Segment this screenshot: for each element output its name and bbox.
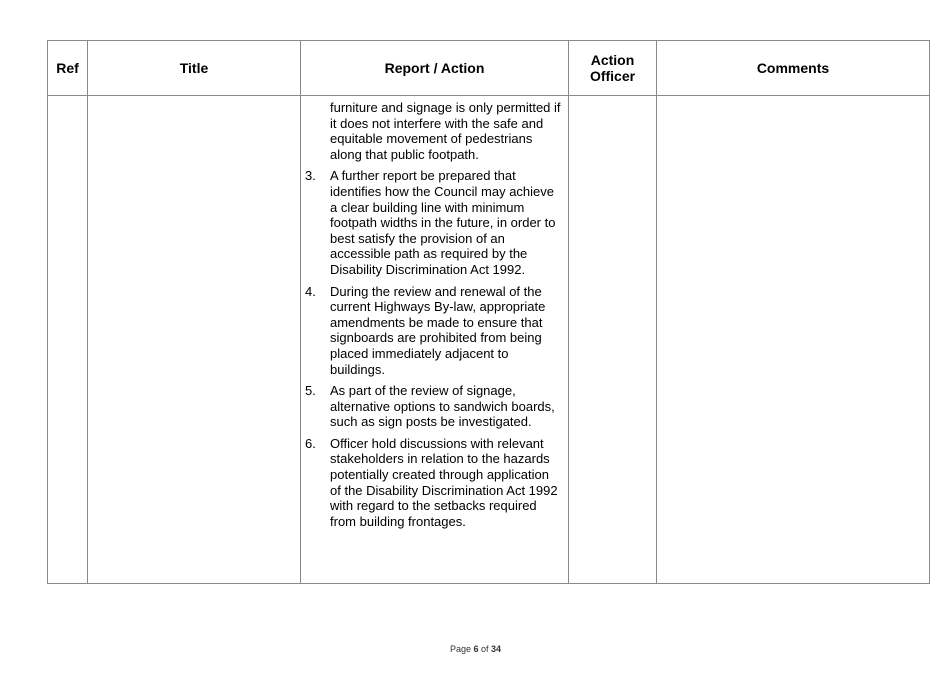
header-title: Title bbox=[88, 41, 301, 96]
page-of-label: of bbox=[478, 644, 492, 654]
action-item bbox=[305, 436, 562, 530]
header-ref: Ref bbox=[48, 41, 88, 96]
action-item bbox=[305, 383, 562, 430]
page-label: Page bbox=[449, 644, 474, 654]
action-text: Officer hold discussions with relevant stakeholders in relation to the hazards potentially created through application of the Disability Discrimination Act 1992 with regard to the setbacks required from building frontages. bbox=[330, 435, 558, 529]
ref-cell bbox=[48, 96, 88, 583]
report-action-cell bbox=[301, 96, 569, 583]
current-page: 6 bbox=[473, 644, 479, 654]
comments-cell bbox=[657, 96, 929, 583]
action-text: As part of the review of signage, alternative options to sandwich boards, such as sign posts be investigated. bbox=[330, 383, 555, 430]
action-item bbox=[305, 284, 562, 378]
header-action-officer: Action Officer bbox=[569, 41, 657, 96]
action-number: 6. bbox=[305, 435, 316, 451]
action-item bbox=[305, 168, 562, 277]
action-number: 4. bbox=[305, 283, 316, 299]
header-comments: Comments bbox=[657, 41, 929, 96]
action-text: A further report be prepared that identifies how the Council may achieve a clear building line with minimum footpath widths in the future, in order to best satisfy the provision of an accessible path as required by the Disability Discrimination Act 1992. bbox=[330, 168, 556, 277]
header-report-action: Report / Action bbox=[301, 41, 569, 96]
total-pages: 34 bbox=[491, 644, 502, 654]
action-officer-cell bbox=[569, 96, 657, 583]
continued-text: furniture and signage is only permitted if it does not interfere with the safe and equitable movement of pedestrians along that public footpath. bbox=[330, 100, 561, 162]
page-footer bbox=[0, 644, 951, 654]
action-number: 3. bbox=[305, 168, 316, 184]
action-text: During the review and renewal of the current Highways By-law, appropriate amendments be made to ensure that signboards are prohibited from being placed immediately adjacent to buildings. bbox=[330, 283, 546, 377]
title-cell bbox=[88, 96, 301, 583]
action-number: 5. bbox=[305, 383, 316, 399]
action-list bbox=[305, 168, 562, 529]
action-table bbox=[47, 40, 930, 584]
